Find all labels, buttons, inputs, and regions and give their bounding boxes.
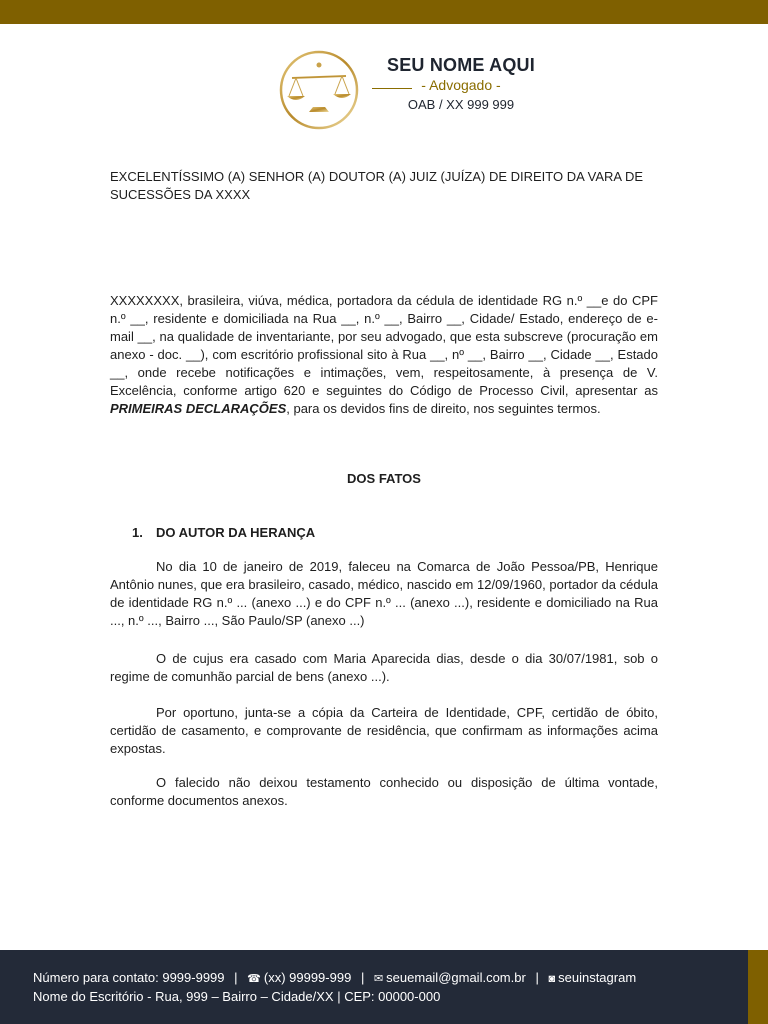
firm-role-text: - Advogado - — [421, 77, 501, 93]
role-rule-line — [372, 88, 412, 89]
top-accent-bar — [0, 0, 768, 24]
intro-text: XXXXXXXX, brasileira, viúva, médica, portadora da cédula de identidade RG n.º __e do CPF n.º __, residente e domiciliada na Rua __, n.º __, Bairro __, Cidade/ Estado, endereço de e-mail __, na qualidade de inventariante, por seu advogado, que esta subscreve (procuração em anexo - doc. __), com escritório profissional sito à Rua __, nº __, Bairro __, Cidade __, Estado __, onde recebe notificações e intimações, vem, respeitosamente, à presença de V. Excelência, conforme artigo 620 e seguintes do Código de Processo Civil, apresentar as — [110, 293, 658, 398]
paragraph-marriage: O de cujus era casado com Maria Aparecida dias, desde o dia 30/07/1981, sob o regime de comunhão parcial de bens (anexo ...). — [110, 651, 658, 684]
footer — [0, 950, 748, 1024]
envelope-icon: ✉ — [373, 973, 384, 985]
paragraph-testament: O falecido não deixou testamento conhecido ou disposição de última vontade, conforme documentos anexos. — [110, 775, 658, 808]
firm-header — [372, 55, 550, 112]
intro-emphasis: PRIMEIRAS DECLARAÇÕES — [110, 401, 287, 416]
firm-role — [372, 77, 550, 93]
scales-of-justice-icon — [276, 50, 362, 130]
phone-icon: ☎ — [247, 973, 261, 985]
list-item-heading — [110, 524, 658, 542]
footer-email: seuemail@gmail.com.br — [386, 970, 526, 985]
footer-contact: Número para contato: 9999-9999 — [33, 970, 225, 985]
paragraph-death: No dia 10 de janeiro de 2019, faleceu na Comarca de João Pessoa/PB, Henrique Antônio nunes, que era brasileiro, casado, médico, nascido em 12/09/1960, portador da cédula de identidade RG n.º ... (anexo ...) e do CPF n.º ... (anexo ...), residente e domiciliado na Rua ..., n.º ..., Bairro ..., São Paulo/SP (anexo ...) — [110, 559, 658, 628]
footer-separator: | — [535, 970, 539, 985]
footer-instagram: seuinstagram — [558, 970, 637, 985]
paragraph-documents: Por oportuno, junta-se a cópia da Carteira de Identidade, CPF, certidão de óbito, certidão de casamento, e comprovante de residência, que confirmam as informações acima expostas. — [110, 705, 658, 756]
footer-separator: | — [234, 970, 238, 985]
list-item-number: 1. — [132, 525, 143, 540]
addressee: EXCELENTÍSSIMO (A) SENHOR (A) DOUTOR (A) JUIZ (JUÍZA) DE DIREITO DA VARA DE SUCESSÕES DA XXXX — [110, 169, 644, 202]
section-title: DOS FATOS — [347, 471, 421, 486]
footer-accent-bar — [748, 950, 768, 1024]
instagram-icon: ◙ — [548, 973, 556, 985]
list-item-title: DO AUTOR DA HERANÇA — [156, 525, 316, 540]
intro-paragraph — [110, 292, 658, 418]
intro-text-end: , para os devidos fins de direito, nos seguintes termos. — [286, 401, 601, 416]
footer-separator: | — [360, 970, 365, 985]
footer-phone: (xx) 99999-999 — [263, 970, 352, 985]
firm-name: SEU NOME AQUI — [387, 55, 535, 75]
footer-contact-line — [33, 970, 636, 985]
footer-address: Nome do Escritório - Rua, 999 – Bairro – Cidade/XX | CEP: 00000-000 — [33, 989, 441, 1004]
firm-oab: OAB / XX 999 999 — [407, 97, 515, 112]
